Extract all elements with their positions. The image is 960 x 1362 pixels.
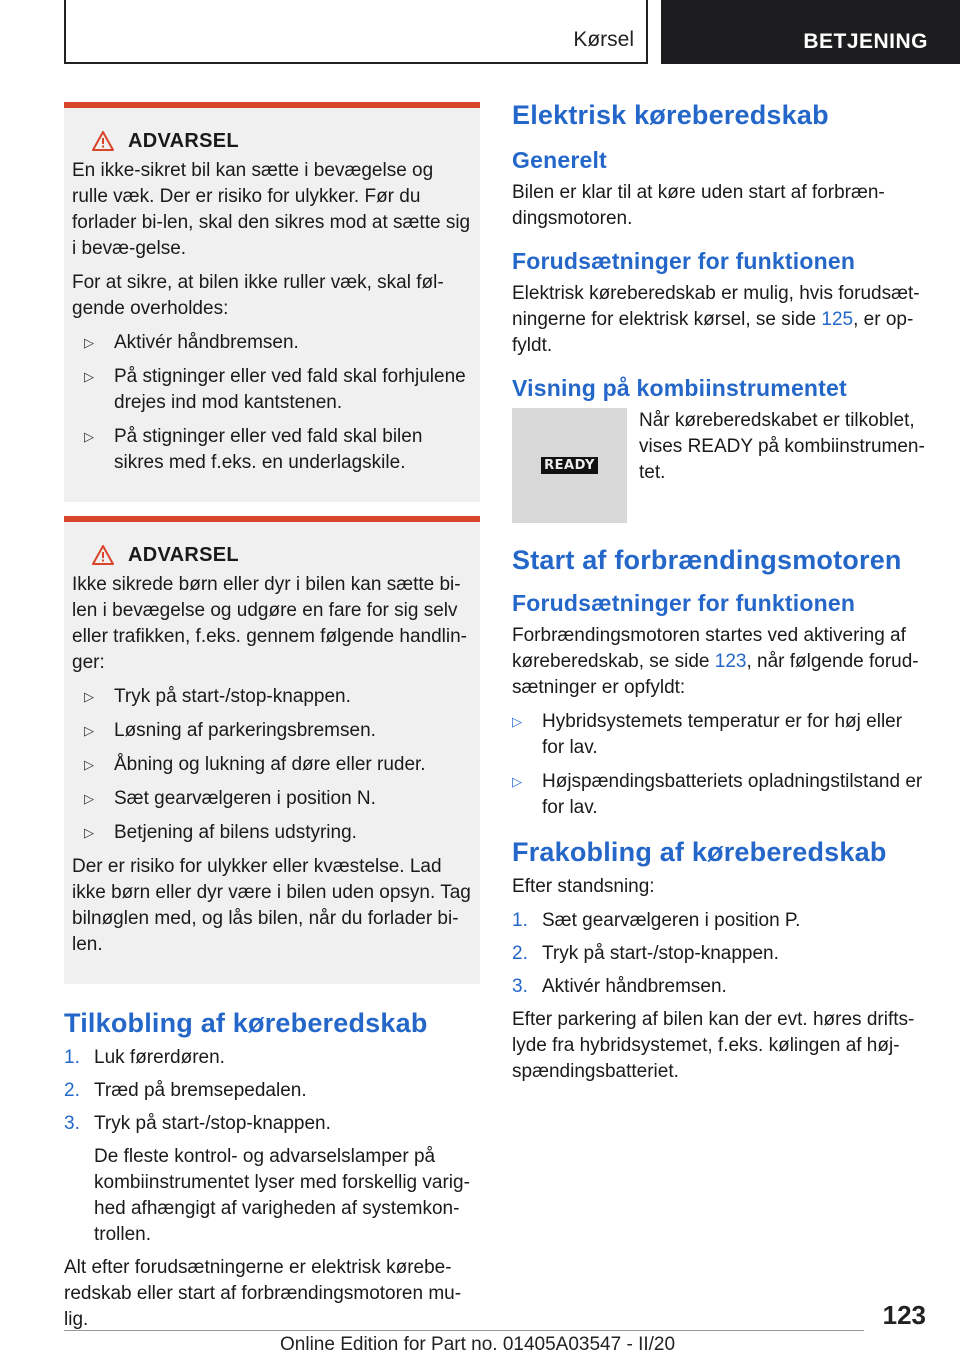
warning-list [72,684,472,846]
list-item: ▷ Højspændingsbatteriets opladningstilstand er for lav. [512,771,923,818]
list-item: 1. Luk førerdøren. [64,1047,225,1068]
triangle-bullet-icon: ▷ [84,791,94,806]
right-column [512,100,928,1093]
list-item: ▷ Hybridsystemets temperatur er for høj eller for lav. [512,711,903,758]
triangle-bullet-icon: ▷ [84,723,94,738]
paragraph: Efter parkering af bilen kan der evt. høres drifts-lyde fra hybridsystemet, f.eks. kølingen af høj-spændingsbatteriet. [512,1009,915,1082]
triangle-bullet-icon: ▷ [84,757,94,772]
warning-paragraph: For at sikre, at bilen ikke ruller væk, skal føl-gende overholdes: [72,272,444,319]
list-item: ▷ På stigninger eller ved fald skal bilen sikres med f.eks. en underlagskile. [84,426,423,473]
warning-paragraph: En ikke-sikret bil kan sætte i bevægelse og rulle væk. Der er risiko for ulykker. Før du forlader bi-len, skal den sikres mod at sætte sig i bevæ-gelse. [72,160,471,259]
list-item: 1. Sæt gearvælgeren i position P. [512,910,801,931]
paragraph: Når køreberedskabet er tilkoblet, vises READY på kombiinstrumen-tet. [639,410,925,483]
footer-divider [64,1330,864,1331]
heading-frakobling: Frakobling af køreberedskab [512,837,887,867]
page-link[interactable]: 123 [714,651,747,672]
step-note: De fleste kontrol- og advarselslamper på kombiinstrumentet lyser med forskellig varig-hed afhængigt af varigheden af systemkon-trollen. [94,1146,470,1245]
header-chapter-tab [661,0,960,64]
heading-start: Start af forbrændingsmotoren [512,545,902,575]
page-number: 123 [882,1300,926,1330]
warning-box-1 [64,102,480,502]
conditions-list [512,709,928,821]
list-item: ▷ Løsning af parkeringsbremsen. [72,718,472,744]
list-item: ▷ Sæt gearvælgeren i position N. [72,786,472,812]
left-column [64,102,480,1341]
triangle-bullet-icon: ▷ [512,714,522,729]
list-item: 2. Tryk på start-/stop-knappen. [512,943,779,964]
triangle-bullet-icon: ▷ [84,335,94,350]
list-item: ▷ Betjening af bilens udstyring. [72,820,472,846]
heading-tilkobling: Tilkobling af køreberedskab [64,1008,428,1038]
warning-list [72,330,472,476]
triangle-bullet-icon: ▷ [84,369,94,384]
list-item: ▷ Åbning og lukning af døre eller ruder. [72,752,472,778]
warning-triangle-icon [92,131,114,151]
subheading-forudsaetninger: Forudsætninger for funktionen [512,590,856,616]
list-item: 2. Træd på bremsepedalen. [64,1080,307,1101]
list-item: ▷ Aktivér håndbremsen. [72,330,472,356]
warning-box-2 [64,516,480,984]
paragraph: Forbrændingsmotoren startes ved aktivering af køreberedskab, se side 123, når følgende forud-sætninger er opfyldt: [512,625,919,698]
paragraph: Efter standsning: [512,876,655,897]
cluster-display-image [512,408,627,523]
subheading-visning: Visning på kombiinstrumentet [512,375,847,401]
warning-paragraph: Ikke sikrede børn eller dyr i bilen kan sætte bi-len i bevægelse og udgøre en fare for sig selv eller trafikken, f.eks. gennem følgende handlin-ger: [72,574,467,673]
display-row [512,408,928,523]
watermark [0,1352,1,1353]
heading-elektrisk: Elektrisk køreberedskab [512,100,829,130]
list-item: 3. Tryk på start-/stop-knappen. De fleste kontrol- og advarselslamper på kombiinstrumentet lyser med forskellig varig-hed afhængigt af varigheden af systemkon-trollen. [64,1111,480,1248]
header-section-tab [64,0,648,64]
list-item: 3. Aktivér håndbremsen. [512,976,727,997]
paragraph: Alt efter forudsætningerne er elektrisk kørebe-redskab eller start af forbrændingsmotoren mu-lig. [64,1257,462,1330]
ready-badge: READY [541,457,598,474]
warning-title: ADVARSEL [92,128,472,154]
edition-line: Online Edition for Part no. 01405A03547 - II/20 [280,1334,676,1355]
triangle-bullet-icon: ▷ [84,689,94,704]
steps-list [64,1045,480,1248]
paragraph: Elektrisk køreberedskab er mulig, hvis forudsæt-ningerne for elektrisk kørsel, se side 125, er op-fyldt. [512,283,920,356]
page-link[interactable]: 125 [821,309,854,330]
triangle-bullet-icon: ▷ [512,774,522,789]
warning-paragraph: Der er risiko for ulykker eller kvæstelse. Lad ikke børn eller dyr være i bilen uden opsyn. Tag bilnøglen med, og lås bilen, når du forlader bi-len. [72,856,471,955]
section-title: Kørsel [573,28,634,51]
steps-list [512,908,928,1000]
list-item: ▷ Tryk på start-/stop-knappen. [72,684,472,710]
subheading-generelt: Generelt [512,147,607,173]
triangle-bullet-icon: ▷ [84,825,94,840]
triangle-bullet-icon: ▷ [84,429,94,444]
chapter-title: BETJENING [803,30,928,53]
warning-title: ADVARSEL [92,542,472,568]
warning-triangle-icon [92,545,114,565]
subheading-forudsaetninger: Forudsætninger for funktionen [512,248,856,274]
paragraph: Bilen er klar til at køre uden start af forbræn-dingsmotoren. [512,182,885,229]
list-item: ▷ På stigninger eller ved fald skal forhjulene drejes ind mod kantstenen. [84,366,466,413]
